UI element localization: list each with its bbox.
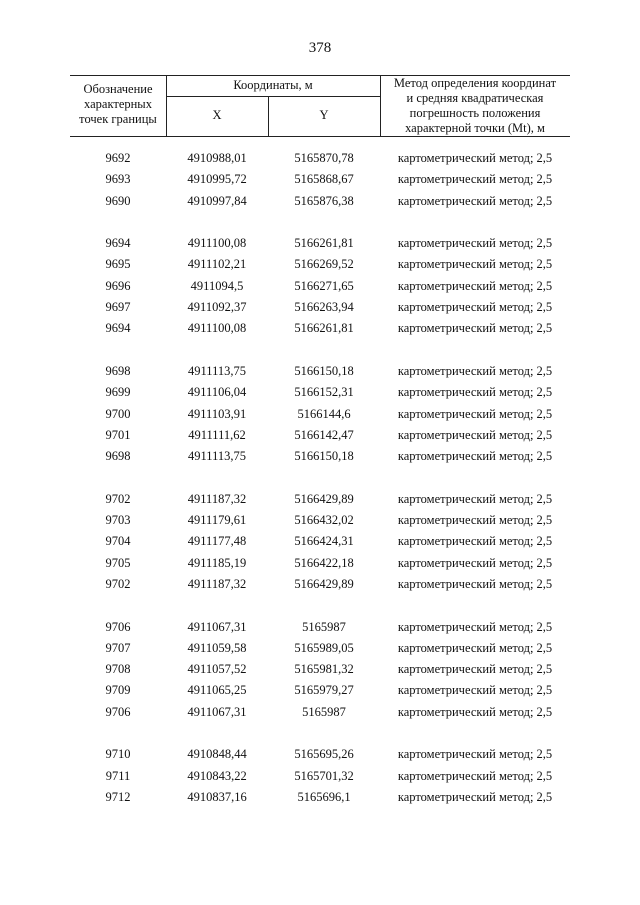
x-cell: 4911177,48 <box>187 534 247 549</box>
point-cell: 9698 <box>105 363 131 378</box>
x-cell: 4911113,75 <box>188 449 246 464</box>
point-cell: 9711 <box>105 768 131 783</box>
header-method-line: Метод определения координат <box>393 76 557 90</box>
table-row <box>70 233 570 254</box>
method-cell: картометрический метод; 2,5 <box>397 576 553 591</box>
point-cell: 9705 <box>105 555 131 570</box>
y-cell: 5166432,02 <box>294 513 354 528</box>
table-row <box>70 659 570 680</box>
table-row <box>70 318 570 339</box>
method-cell: картометрический метод; 2,5 <box>397 491 553 506</box>
table-row <box>70 382 570 403</box>
point-cell: 9708 <box>105 662 131 677</box>
point-cell: 9697 <box>105 300 131 315</box>
table-row <box>70 446 570 467</box>
y-cell: 5165876,38 <box>294 193 354 208</box>
x-cell: 4911100,08 <box>187 236 247 251</box>
method-cell: картометрический метод; 2,5 <box>397 534 553 549</box>
y-cell: 5166422,18 <box>294 555 354 570</box>
coordinates-table-body <box>70 148 570 808</box>
point-cell: 9696 <box>105 278 131 293</box>
method-cell: картометрический метод; 2,5 <box>397 747 553 762</box>
method-cell: картометрический метод; 2,5 <box>397 385 553 400</box>
y-cell: 5165870,78 <box>294 151 354 165</box>
y-cell: 5165987 <box>302 704 346 719</box>
table-row <box>70 638 570 659</box>
header-method-line: и средняя квадратическая <box>406 91 544 105</box>
coords-group-rule <box>166 96 380 97</box>
point-cell: 9699 <box>105 385 131 400</box>
y-cell: 5165981,32 <box>294 662 354 677</box>
table-row <box>70 787 570 808</box>
x-cell: 4910843,22 <box>187 768 247 783</box>
point-cell: 9706 <box>105 619 131 634</box>
method-cell: картометрический метод; 2,5 <box>397 513 553 528</box>
y-cell: 5166142,47 <box>294 427 354 442</box>
point-cell: 9693 <box>105 172 131 187</box>
page-number: 378 <box>308 40 332 56</box>
method-cell: картометрический метод; 2,5 <box>397 257 553 272</box>
y-cell: 5165695,26 <box>294 747 354 762</box>
x-cell: 4910997,84 <box>187 193 247 208</box>
x-cell: 4911187,32 <box>187 491 247 506</box>
table-row <box>70 553 570 574</box>
method-cell: картометрический метод; 2,5 <box>397 555 553 570</box>
group-spacer <box>70 467 570 488</box>
point-cell: 9709 <box>105 683 131 698</box>
table-row <box>70 702 570 723</box>
x-cell: 4911106,04 <box>187 385 247 400</box>
table-row <box>70 361 570 382</box>
x-cell: 4911185,19 <box>187 555 247 570</box>
table-row <box>70 510 570 531</box>
method-cell: картометрический метод; 2,5 <box>397 662 553 677</box>
header-point-line: характерных <box>84 97 152 111</box>
table-row <box>70 531 570 552</box>
y-cell: 5166263,94 <box>294 300 354 315</box>
method-cell: картометрический метод; 2,5 <box>397 151 553 165</box>
y-cell: 5166261,81 <box>294 236 354 251</box>
point-cell: 9702 <box>105 576 131 591</box>
method-cell: картометрический метод; 2,5 <box>397 321 553 336</box>
header-bottom-rule <box>70 136 570 137</box>
x-cell: 4911103,91 <box>187 406 247 421</box>
y-cell: 5166261,81 <box>294 321 354 336</box>
group-spacer <box>70 723 570 744</box>
x-cell: 4911187,32 <box>187 576 247 591</box>
point-cell: 9702 <box>105 491 131 506</box>
point-cell: 9706 <box>105 704 131 719</box>
x-cell: 4911100,08 <box>187 321 247 336</box>
header-y: Y <box>319 108 329 122</box>
y-cell: 5166144,6 <box>297 406 351 421</box>
point-cell: 9710 <box>105 747 131 762</box>
x-cell: 4911094,5 <box>190 278 244 293</box>
method-cell: картометрический метод; 2,5 <box>397 789 553 804</box>
point-cell: 9695 <box>105 257 131 272</box>
y-cell: 5165987 <box>302 619 346 634</box>
header-method-line: погрешность положения <box>409 106 541 120</box>
y-cell: 5165868,67 <box>294 172 354 187</box>
x-cell: 4911059,58 <box>187 640 247 655</box>
y-cell: 5166150,18 <box>294 449 354 464</box>
point-cell: 9701 <box>105 427 131 442</box>
group-spacer <box>70 340 570 361</box>
y-cell: 5166429,89 <box>294 576 354 591</box>
x-cell: 4910988,01 <box>187 151 247 165</box>
header-x: X <box>212 108 222 122</box>
table-row <box>70 489 570 510</box>
y-cell: 5166269,52 <box>294 257 354 272</box>
point-cell: 9692 <box>105 151 131 165</box>
point-cell: 9703 <box>105 513 131 528</box>
point-cell: 9690 <box>105 193 131 208</box>
table-row <box>70 574 570 595</box>
table-row <box>70 169 570 190</box>
method-cell: картометрический метод; 2,5 <box>397 619 553 634</box>
method-cell: картометрический метод; 2,5 <box>397 193 553 208</box>
y-cell: 5165701,32 <box>294 768 354 783</box>
point-cell: 9698 <box>105 449 131 464</box>
table-row <box>70 254 570 275</box>
table-row <box>70 744 570 765</box>
x-cell: 4911092,37 <box>187 300 247 315</box>
method-cell: картометрический метод; 2,5 <box>397 278 553 293</box>
x-cell: 4911067,31 <box>187 704 247 719</box>
method-cell: картометрический метод; 2,5 <box>397 449 553 464</box>
y-cell: 5165696,1 <box>297 789 351 804</box>
table-row <box>70 404 570 425</box>
point-cell: 9707 <box>105 640 131 655</box>
table-row <box>70 680 570 701</box>
method-cell: картометрический метод; 2,5 <box>397 704 553 719</box>
y-cell: 5166152,31 <box>294 385 354 400</box>
group-spacer <box>70 212 570 233</box>
y-cell: 5165979,27 <box>294 683 354 698</box>
table-row <box>70 191 570 212</box>
header-method <box>380 76 570 136</box>
point-cell: 9694 <box>105 321 131 336</box>
x-cell: 4911067,31 <box>187 619 247 634</box>
table-row <box>70 148 570 169</box>
x-cell: 4910995,72 <box>187 172 247 187</box>
x-cell: 4911111,62 <box>188 427 246 442</box>
x-cell: 4910837,16 <box>187 789 247 804</box>
x-cell: 4911179,61 <box>187 513 247 528</box>
y-cell: 5165989,05 <box>294 640 354 655</box>
point-cell: 9700 <box>105 406 131 421</box>
method-cell: картометрический метод; 2,5 <box>397 768 553 783</box>
header-method-line: характерной точки (Mt), м <box>405 121 545 135</box>
y-cell: 5166424,31 <box>294 534 354 549</box>
point-cell: 9694 <box>105 236 131 251</box>
method-cell: картометрический метод; 2,5 <box>397 683 553 698</box>
group-spacer <box>70 595 570 616</box>
table-row <box>70 276 570 297</box>
header-point-designation <box>70 82 166 127</box>
method-cell: картометрический метод; 2,5 <box>397 236 553 251</box>
y-cell: 5166271,65 <box>294 278 354 293</box>
point-cell: 9712 <box>105 789 131 804</box>
header-point-line: Обозначение <box>83 82 153 96</box>
table-row <box>70 425 570 446</box>
x-cell: 4911113,75 <box>188 363 246 378</box>
x-cell: 4911102,21 <box>187 257 247 272</box>
table-row <box>70 766 570 787</box>
x-cell: 4910848,44 <box>187 747 247 762</box>
method-cell: картометрический метод; 2,5 <box>397 427 553 442</box>
method-cell: картометрический метод; 2,5 <box>397 300 553 315</box>
y-cell: 5166429,89 <box>294 491 354 506</box>
y-cell: 5166150,18 <box>294 363 354 378</box>
method-cell: картометрический метод; 2,5 <box>397 363 553 378</box>
x-cell: 4911065,25 <box>187 683 247 698</box>
method-cell: картометрический метод; 2,5 <box>397 640 553 655</box>
method-cell: картометрический метод; 2,5 <box>397 406 553 421</box>
table-row <box>70 617 570 638</box>
method-cell: картометрический метод; 2,5 <box>397 172 553 187</box>
point-cell: 9704 <box>105 534 131 549</box>
header-coordinates-group: Координаты, м <box>233 78 313 92</box>
x-cell: 4911057,52 <box>187 662 247 677</box>
table-row <box>70 297 570 318</box>
header-point-line: точек границы <box>79 112 157 126</box>
